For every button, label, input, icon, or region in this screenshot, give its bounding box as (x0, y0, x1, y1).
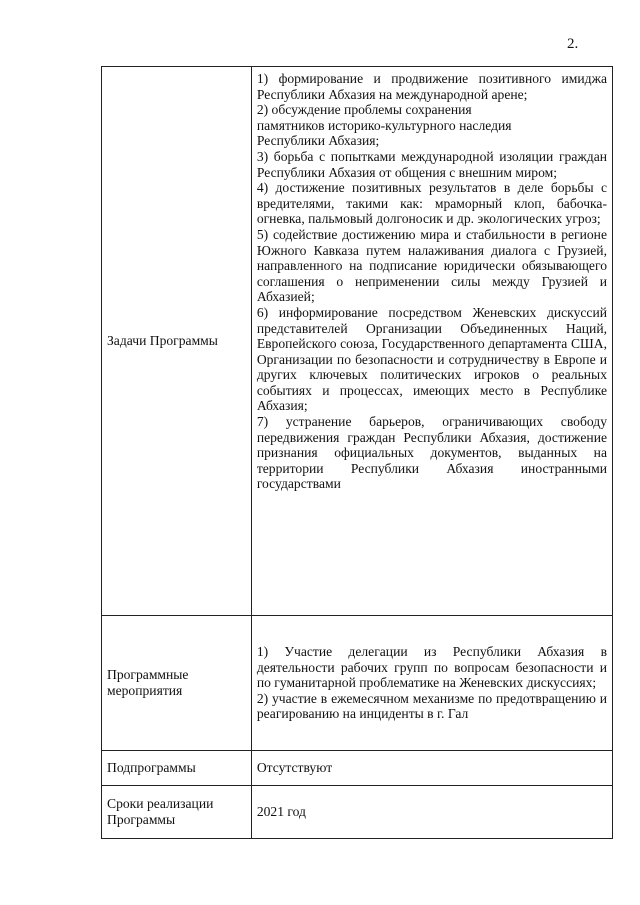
events-content (251, 616, 612, 751)
tasks-content (251, 67, 612, 616)
program-table (101, 66, 613, 839)
table-row-terms (102, 786, 613, 839)
event-item-1: 1) Участие делегации из Республики Абхазия в деятельности рабочих групп по вопросам безопасности и по гуманитарной проблематике на Женевских дискуссиях; (256, 644, 607, 691)
task-item-7: 7) устранение барьеров, ограничивающих свободу передвижения граждан Республики Абхазия, достижение признания официальных документов, выданных на территории Республики Абхазия иностранными государствами (256, 414, 607, 492)
terms-value: 2021 год (251, 786, 612, 839)
task-item-1: 1) формирование и продвижение позитивного имиджа Республики Абхазия на международной арене; (256, 71, 607, 102)
task-item-4: 4) достижение позитивных результатов в деле борьбы с вредителями, такими как: мраморный клоп, бабочка-огневка, пальмовый долгоносик и др. экологических угроз; (256, 180, 607, 227)
task-item-6: 6) информирование посредством Женевских дискуссий представителей Организации Объединенных Наций, Европейского союза, Государственного департамента США, Организации по безопасности и сотрудничеству в Европе и других ключевых политических игроков о реальных событиях и процессах, имеющих место в Республике Абхазия; (256, 304, 607, 414)
subprograms-label: Подпрограммы (102, 751, 252, 786)
table-row-events (102, 616, 613, 751)
table-row-tasks (102, 67, 613, 616)
event-item-2: 2) участие в ежемесячном механизме по предотвращению и реагированию на инциденты в г. Гал (256, 690, 607, 722)
task-item-2-line-2: памятников историко-культурного наследия (256, 117, 512, 133)
tasks-label: Задачи Программы (102, 67, 252, 616)
table-row-subprograms (102, 751, 613, 786)
task-item-2: 2) обсуждение проблемы сохранения (256, 102, 472, 118)
task-item-3: 3) борьба с попытками международной изоляции граждан Республики Абхазия от общения с внешним миром; (256, 148, 607, 180)
subprograms-value: Отсутствуют (251, 751, 612, 786)
terms-label: Сроки реализации Программы (102, 786, 252, 839)
events-label: Программные мероприятия (102, 616, 252, 751)
task-item-5: 5) содействие достижению мира и стабильности в регионе Южного Кавказа путем налаживания диалога с Грузией, направленного на подписание юридически обязывающего соглашения о неприменении силы между Грузией и Абхазией; (256, 226, 607, 305)
task-item-2-line-3: Республики Абхазия; (256, 133, 380, 149)
page-number: 2. (567, 36, 579, 52)
